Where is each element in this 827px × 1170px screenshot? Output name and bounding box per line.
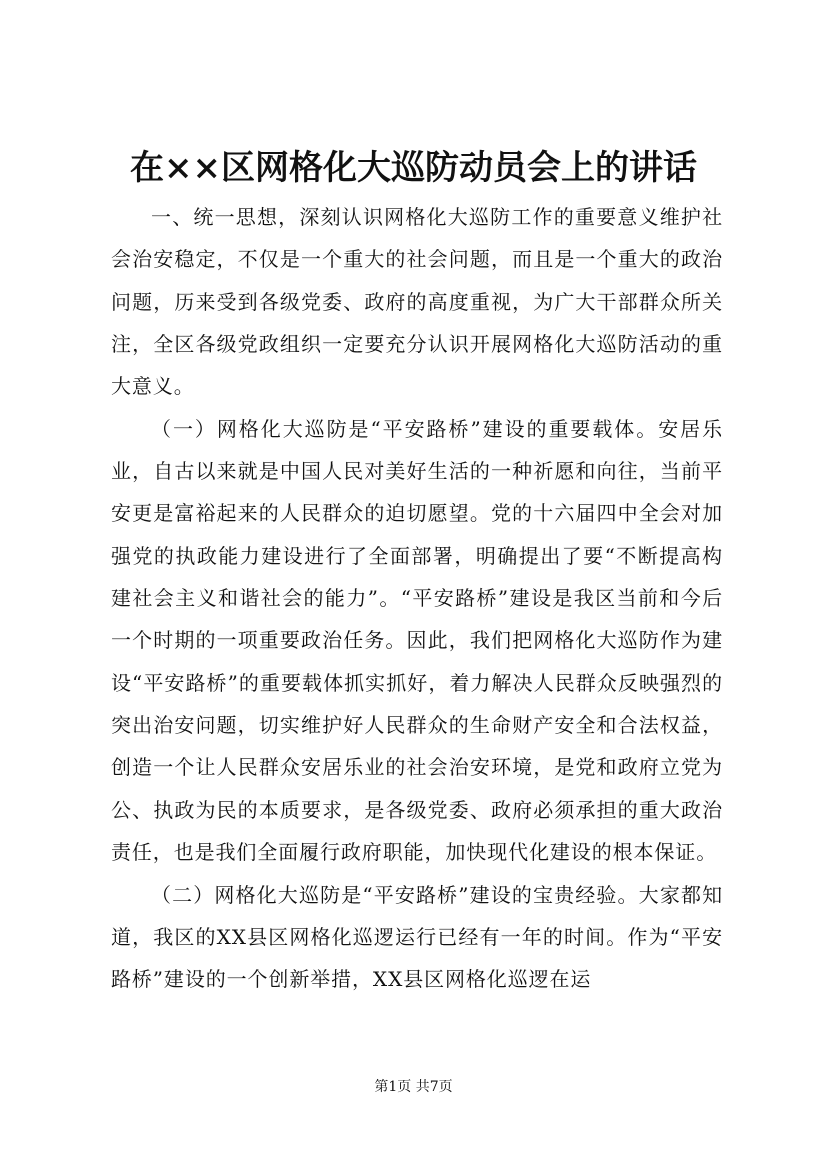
document-body <box>111 196 723 1001</box>
paragraph-2: （一）网格化大巡防是“平安路桥”建设的重要载体。安居乐业，自古以来就是中国人民对美好生活的一种祈愿和向往，当前平安更是富裕起来的人民群众的迫切愿望。党的十六届四中全会对加强党的执政能力建设进行了全面部署，明确提出了要“不断提高构建社会主义和谐社会的能力”。“平安路桥”建设是我区当前和今后一个时期的一项重要政治任务。因此，我们把网格化大巡防作为建设“平安路桥”的重要载体抓实抓好，着力解决人民群众反映强烈的突出治安问题，切实维护好人民群众的生命财产安全和合法权益，创造一个让人民群众安居乐业的社会治安环境，是党和政府立党为公、执政为民的本质要求，是各级党委、政府必须承担的重大政治责任，也是我们全面履行政府职能，加快现代化建设的根本保证。 <box>111 416 723 865</box>
paragraph-1: 一、统一思想，深刻认识网格化大巡防工作的重要意义维护社会治安稳定，不仅是一个重大的社会问题，而且是一个重大的政治问题，历来受到各级党委、政府的高度重视，为广大干部群众所关注，全区各级党政组织一定要充分认识开展网格化大巡防活动的重大意义。 <box>111 205 723 399</box>
document-title: 在××区网格化大巡防动员会上的讲话 <box>130 148 697 188</box>
page-number-footer: 第1页 共7页 <box>374 1079 453 1095</box>
paragraph-3: （二）网格化大巡防是“平安路桥”建设的宝贵经验。大家都知道，我区的XX县区网格化巡逻运行已经有一年的时间。作为“平安路桥”建设的一个创新举措，XX县区网格化巡逻在运 <box>111 882 723 992</box>
